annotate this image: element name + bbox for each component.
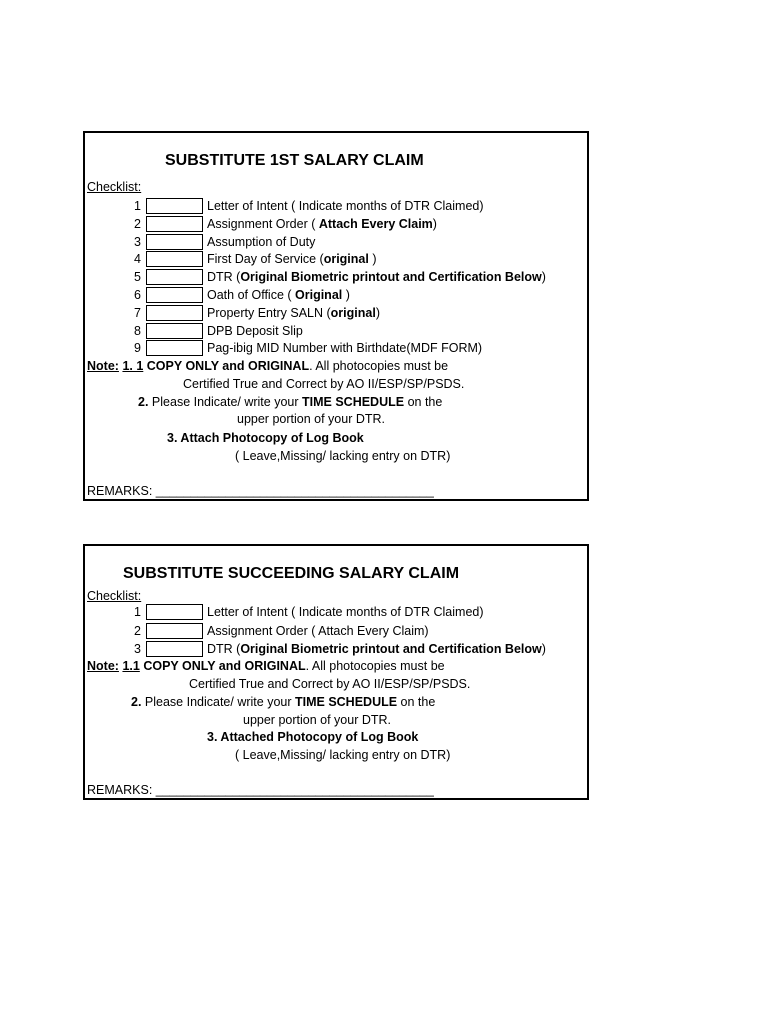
succeeding-salary-claim-form — [83, 544, 589, 800]
note-1-line2: Certified True and Correct by AO II/ESP/SP/PSDS. — [189, 677, 471, 691]
item-text-pre: Pag-ibig MID Number with Birthdate(MDF FORM) — [207, 341, 483, 356]
item-checkbox[interactable] — [146, 251, 203, 267]
item-checkbox[interactable] — [146, 604, 203, 620]
note-label: Note: — [87, 659, 119, 673]
form-title: SUBSTITUTE 1ST SALARY CLAIM — [165, 152, 424, 169]
item-text-post: ) — [368, 252, 377, 267]
item-text-bold: Original — [295, 288, 343, 302]
checklist-label: Checklist: — [87, 180, 142, 194]
item-text-pre: DPB Deposit Slip — [207, 323, 303, 338]
note-1-number: 1.1 — [122, 659, 140, 673]
form-title: SUBSTITUTE SUCCEEDING SALARY CLAIM — [123, 565, 460, 582]
item-text-bold: original — [330, 305, 376, 320]
note-2-bold: TIME SCHEDULE — [294, 695, 398, 709]
item-text-post: ) — [342, 288, 350, 302]
note-1 — [87, 358, 448, 374]
item-number: 1 — [134, 199, 141, 213]
item-description — [207, 216, 437, 232]
note-1-text: . All photocopies must be — [305, 659, 445, 673]
item-number: 9 — [134, 341, 141, 356]
note-2-number: 2. — [138, 395, 149, 409]
item-description — [207, 287, 350, 303]
item-text-post: ) — [375, 305, 380, 320]
item-text-pre: DTR ( — [207, 270, 241, 285]
note-2-text: Please Indicate/ write your — [151, 395, 302, 409]
item-description — [207, 198, 484, 214]
note-3: 3. Attach Photocopy of Log Book — [167, 431, 364, 445]
remarks-field[interactable]: REMARKS: ________________________________________ — [87, 783, 434, 797]
item-text-bold: Original Biometric printout and Certification Below — [240, 270, 542, 285]
item-text-bold: Attach Every Claim — [318, 216, 433, 231]
note-1 — [87, 658, 445, 674]
note-2 — [131, 694, 435, 710]
item-text-pre: DTR ( — [207, 642, 241, 656]
item-number: 2 — [134, 216, 141, 231]
item-checkbox[interactable] — [146, 340, 203, 356]
item-number: 4 — [134, 252, 141, 267]
item-number: 1 — [134, 605, 141, 619]
item-checkbox[interactable] — [146, 305, 203, 321]
note-2-text-end: on the — [404, 395, 443, 409]
note-3: 3. Attached Photocopy of Log Book — [207, 730, 419, 744]
item-number: 7 — [134, 305, 141, 320]
note-1-bold: COPY ONLY and ORIGINAL — [146, 359, 310, 373]
item-number: 8 — [134, 323, 141, 338]
item-description — [207, 340, 482, 356]
note-3-line2: ( Leave,Missing/ lacking entry on DTR) — [235, 449, 451, 463]
item-checkbox[interactable] — [146, 216, 203, 232]
item-text-pre: Assignment Order ( Attach Every Claim) — [207, 623, 429, 638]
item-number: 2 — [134, 623, 141, 638]
item-description — [207, 604, 484, 620]
item-text-post: ) — [541, 270, 546, 285]
item-description — [207, 623, 429, 639]
item-description — [207, 641, 546, 657]
item-text-bold: original — [323, 252, 369, 267]
note-1-text: . All photocopies must be — [309, 359, 449, 373]
first-salary-claim-form — [83, 131, 589, 501]
item-description — [207, 269, 546, 285]
note-1-bold: COPY ONLY and ORIGINAL — [143, 659, 306, 673]
note-2-number: 2. — [131, 695, 142, 709]
note-1-line2: Certified True and Correct by AO II/ESP/SP/PSDS. — [183, 377, 465, 391]
item-text-pre: Property Entry SALN ( — [207, 305, 331, 320]
item-description — [207, 234, 315, 250]
item-description — [207, 305, 380, 321]
item-number: 6 — [134, 288, 141, 302]
item-text-bold: Original Biometric printout and Certification Below — [240, 642, 542, 656]
item-checkbox[interactable] — [146, 234, 203, 250]
item-checkbox[interactable] — [146, 323, 203, 339]
item-checkbox[interactable] — [146, 198, 203, 214]
item-description — [207, 251, 376, 267]
item-number: 3 — [134, 642, 141, 656]
checklist-label: Checklist: — [87, 589, 142, 603]
item-number: 3 — [134, 234, 141, 249]
note-2-line2: upper portion of your DTR. — [237, 412, 385, 426]
item-checkbox[interactable] — [146, 287, 203, 303]
note-label: Note: — [87, 359, 119, 373]
note-1-number: 1. 1 — [122, 359, 144, 373]
item-checkbox[interactable] — [146, 269, 203, 285]
note-2 — [138, 394, 442, 410]
note-2-bold: TIME SCHEDULE — [302, 395, 405, 409]
item-text-pre: Oath of Office ( — [207, 288, 296, 302]
item-text-pre: First Day of Service ( — [207, 252, 324, 267]
item-text-pre: Assignment Order ( — [207, 216, 319, 231]
item-checkbox[interactable] — [146, 641, 203, 657]
item-description — [207, 323, 303, 339]
note-2-text-end: on the — [397, 695, 436, 709]
item-checkbox[interactable] — [146, 623, 203, 639]
item-text-pre: Letter of Intent ( Indicate months of DTR Claimed) — [207, 199, 484, 213]
item-text-post: ) — [541, 642, 546, 656]
note-2-text: Please Indicate/ write your — [141, 695, 295, 709]
item-text-post: ) — [432, 216, 437, 231]
item-text-pre: Assumption of Duty — [207, 234, 316, 249]
item-text-pre: Letter of Intent ( Indicate months of DTR Claimed) — [207, 605, 484, 619]
remarks-field[interactable]: REMARKS: ________________________________________ — [87, 484, 434, 498]
note-3-line2: ( Leave,Missing/ lacking entry on DTR) — [235, 748, 451, 762]
note-2-line2: upper portion of your DTR. — [243, 713, 391, 727]
item-number: 5 — [134, 270, 141, 285]
